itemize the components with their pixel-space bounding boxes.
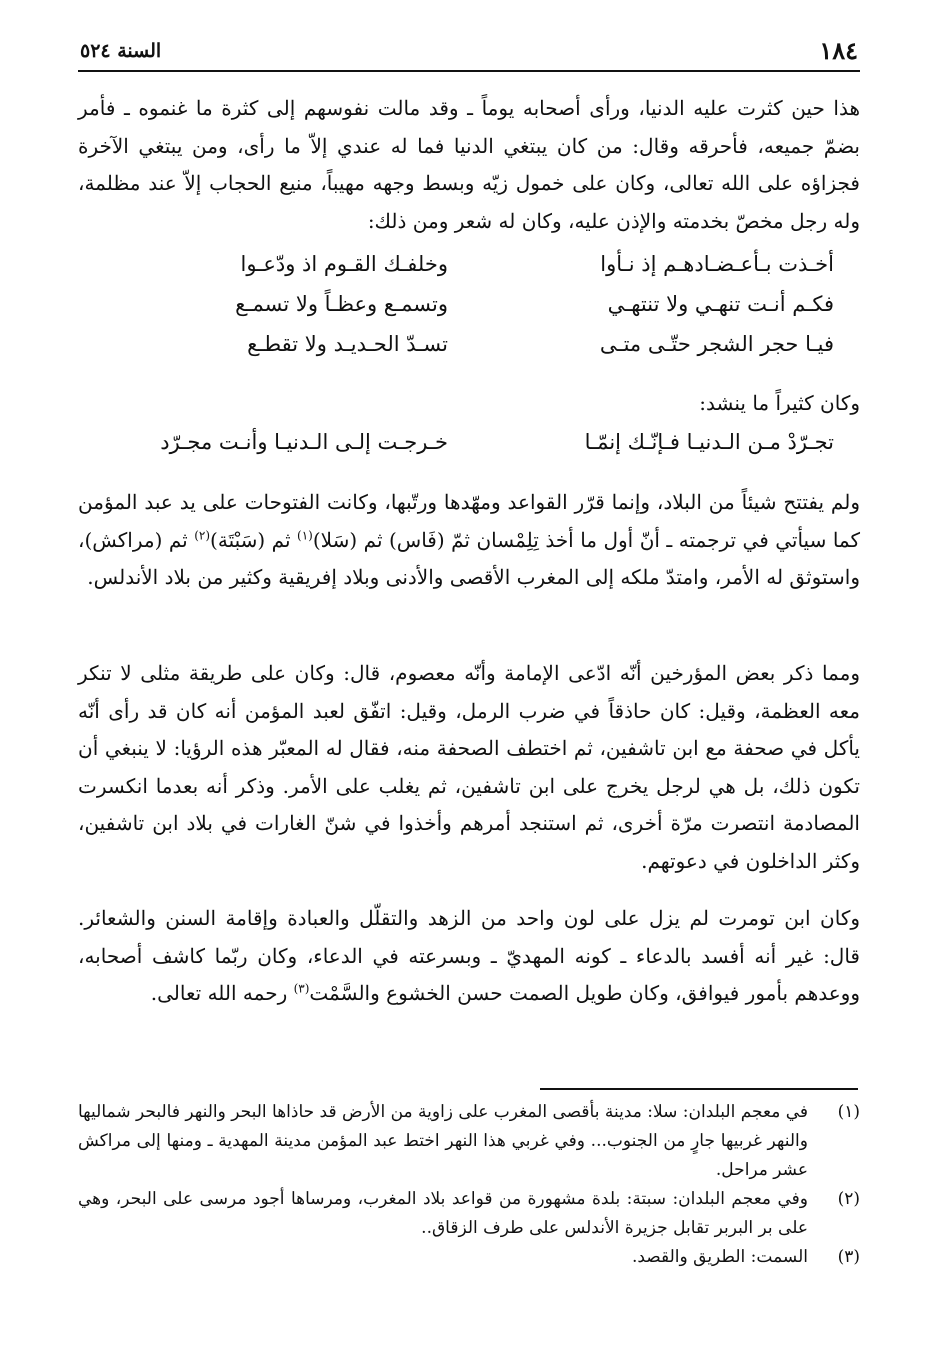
paragraph-4-text: رحمه الله تعالى. xyxy=(150,981,294,1005)
single-verse-block xyxy=(108,430,834,470)
paragraph-2-text: ثم (مراكش)، واستوثق له الأمر، وامتدّ ملكه إلى المغرب الأقصى والأدنى وبلاد إفريقية وكثير من بلاد الأندلس. xyxy=(78,527,860,589)
footnote-item xyxy=(78,1185,860,1243)
footnote-ref-3: (٣) xyxy=(293,981,310,996)
page-header xyxy=(78,36,860,72)
footnote-number: (٣) xyxy=(837,1247,860,1267)
footnote-ref-2: (٢) xyxy=(194,527,211,542)
page-number: ١٨٤ xyxy=(819,36,858,65)
footnote-item xyxy=(78,1098,860,1185)
paragraph-2-text: ولم يفتتح شيئاً من البلاد، وإنما قرّر القواعد ومهّدها ورتّبها، وكانت الفتوحات على يد عبد المؤمن كما سيأتي في ترجمته ـ أنّ أول ما أخذ تِلِمْسان ثمّ (فَاس) ثم (سَلا) xyxy=(78,490,860,552)
footnote-ref-1: (١) xyxy=(297,527,313,542)
verse-line xyxy=(108,292,834,332)
footnotes xyxy=(78,1098,860,1272)
verse-hemistich-first: فيـا حجر الشجر حتّـى متـى xyxy=(599,332,834,356)
verse-hemistich-second: وخلفـك القـوم اذ ودّعـوا xyxy=(240,252,448,276)
paragraph-2-text: ثم (سَبْتَة) xyxy=(210,527,298,552)
poem-block xyxy=(108,252,834,372)
footnote-text: في معجم البلدان: سلا: مدينة بأقصى المغرب على زاوية من الأرض قد حاذاها البحر والنهر فالبحر شماليها والنهر غربيها جارٍ من الجنوب... وفي غربي هذا النهر اختط عبد المؤمن مدينة المهدية ـ ومنها إلى مراكش عشر مراحل. xyxy=(78,1102,808,1180)
paragraph-4-text: وكان ابن تومرت لم يزل على لون واحد من الزهد والتقلّل والعبادة وإقامة السنن والشعائر. قال: غير أنه أفسد بالدعاء ـ كونه المهديّ ـ وبسرعته في الدعاء، وكان ربّما كاشف أصحابه، ووعدهم بأمور فيوافق، وكان طويل الصمت حسن الخشوع والسَّمْت xyxy=(78,906,860,1005)
footnote-divider xyxy=(540,1088,858,1090)
paragraph-4 xyxy=(78,900,860,1013)
verse-hemistich-second: تسـدّ الحـديـد ولا تقطـع xyxy=(247,332,448,356)
verse-hemistich-second: خـرجـت إلـى الـدنيـا وأنـت مجـرّد xyxy=(160,430,448,454)
verse-line xyxy=(108,430,834,470)
footnote-number: (١) xyxy=(837,1102,860,1122)
footnote-text: وفي معجم البلدان: سبتة: بلدة مشهورة من قواعد بلاد المغرب، ومرساها أجود مرسى على البحر، وهي على بر البربر تقابل جزيرة الأندلس على طرف الزقاق.. xyxy=(78,1189,808,1238)
verse-line xyxy=(108,252,834,292)
footnote-text: السمت: الطريق والقصد. xyxy=(631,1247,808,1267)
verse-line xyxy=(108,332,834,372)
paragraph-3: ومما ذكر بعض المؤرخين أنّه ادّعى الإمامة وأنّه معصوم، قال: وكان على طريقة مثلى لا تنكر معه العظمة، وقيل: كان حاذقاً في ضرب الرمل، وقيل: اتفّق لعبد المؤمن أنه كان قد رأى أنّه يأكل في صحفة مع ابن تاشفين، ثم اختطف الصحفة منه، فقال له المعبّر هذه الرؤيا: لا ينبغي أن تكون ذلك، بل هي لرجل يخرج على ابن تاشفين، ثم يغلب على الأمر. وذكر أنه بعدما انكسرت المصادمة انتصرت مرّة أخرى، ثم استنجد أمرهم وأخذوا في شنّ الغارات في بلاد ابن تاشفين، وكثر الداخلون في دعوتهم. xyxy=(78,661,860,873)
verse-hemistich-first: فكـم أنـت تنهـي ولا تنتهـي xyxy=(607,292,834,316)
paragraph-1: هذا حين كثرت عليه الدنيا، ورأى أصحابه يوماً ـ وقد مالت نفوسهم إلى كثرة ما غنموه ـ فأمر بضمّ جميعه، فأحرقه وقال: من كان يبتغي الدنيا فما له عندي إلاّ ما رأى، ومن يبتغي الآخرة فجزاؤه على الله تعالى، وكان على خمول زيّه وبسط وجهه مهيباً، منيع الحجاب إلاّ عند مظلمة، وله رجل مخصّ بخدمته والإذن عليه، وكان له شعر ومن ذلك: xyxy=(78,96,861,233)
footnote-item xyxy=(78,1243,860,1272)
verse-intro: وكان كثيراً ما ينشد: xyxy=(699,391,860,415)
verse-hemistich-second: وتسمـع وعظـاً ولا تسمـع xyxy=(235,292,448,316)
paragraph-2 xyxy=(78,484,860,597)
running-head: السنة ٥٢٤ xyxy=(80,40,162,62)
footnote-number: (٢) xyxy=(837,1189,860,1209)
verse-hemistich-first: أخـذت بـأعـضـادهـم إذ نـأوا xyxy=(600,252,834,276)
verse-hemistich-first: تجـرّدْ مـن الـدنيـا فـإنّـك إنمّـا xyxy=(584,430,834,454)
